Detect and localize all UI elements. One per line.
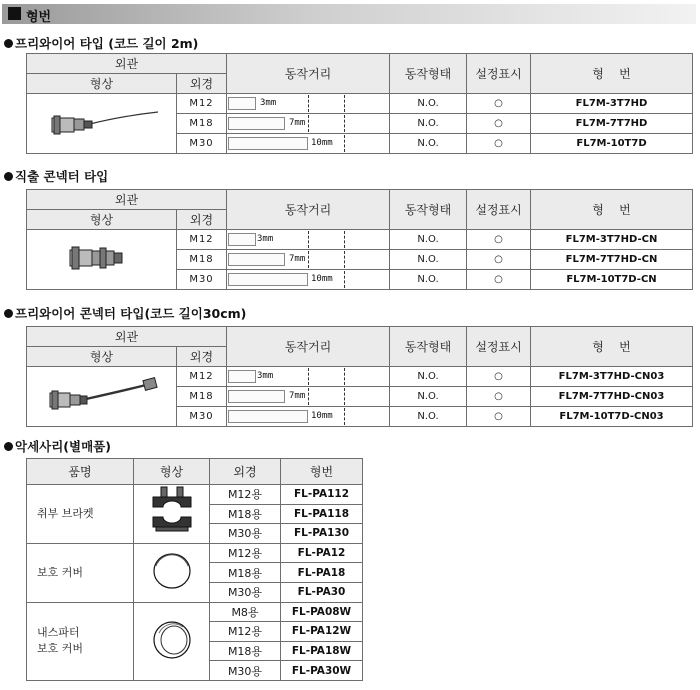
section-title-text: 악세사리(별매품) (15, 439, 111, 454)
acc-dia-cell: M30용 (210, 661, 281, 681)
distance-cell (227, 270, 390, 290)
header-appearance: 외관 (27, 54, 227, 74)
distance-bar (228, 137, 308, 150)
indicator-cell: ○ (467, 134, 531, 154)
section-title-accessories (4, 437, 111, 455)
indicator-cell: ○ (467, 270, 531, 290)
size-cell: M12 (177, 230, 227, 250)
size-cell: M30 (177, 134, 227, 154)
section-title-prewire (4, 34, 198, 52)
guide-line (344, 231, 345, 248)
spec-table-prewire (26, 53, 693, 154)
header-distance: 동작거리 (227, 54, 390, 94)
acc-model-cell: FL-PA30 (281, 582, 363, 602)
header-distance: 동작거리 (227, 190, 390, 230)
mode-cell: N.O. (390, 387, 467, 407)
distance-cell (227, 407, 390, 427)
distance-label: 3mm (257, 371, 274, 381)
spatter-cover-icon (147, 613, 197, 667)
sensor-image-prewire (27, 94, 177, 154)
header-model: 형 번 (531, 54, 693, 94)
bullet-icon (4, 309, 13, 318)
acc-model-cell: FL-PA18 (281, 563, 363, 583)
accessories-table (26, 458, 363, 681)
header-op-mode: 동작형태 (390, 327, 467, 367)
distance-cell (227, 94, 390, 114)
model-cell: FL7M-7T7HD-CN (531, 250, 693, 270)
header-shape: 형상 (27, 74, 177, 94)
distance-label: 10mm (311, 411, 333, 421)
prewire-connector-sensor-icon (42, 373, 162, 417)
section-title-text: 프리와이어 콘넥터 타입(코드 길이30cm) (15, 306, 247, 321)
size-cell: M30 (177, 270, 227, 290)
distance-bar (228, 370, 256, 383)
acc-model-cell: FL-PA12 (281, 543, 363, 563)
mode-cell: N.O. (390, 134, 467, 154)
mode-cell: N.O. (390, 250, 467, 270)
indicator-cell: ○ (467, 250, 531, 270)
model-cell: FL7M-7T7HD-CN03 (531, 387, 693, 407)
distance-cell (227, 250, 390, 270)
distance-bar (228, 390, 285, 403)
acc-model-cell: FL-PA18W (281, 641, 363, 661)
distance-bar (228, 117, 285, 130)
model-cell: FL7M-3T7HD-CN (531, 230, 693, 250)
acc-header-model: 형번 (281, 459, 363, 485)
model-cell: FL7M-10T7D-CN03 (531, 407, 693, 427)
distance-cell (227, 134, 390, 154)
acc-image-spatter-cover (134, 602, 210, 680)
acc-model-cell: FL-PA08W (281, 602, 363, 622)
acc-name-cover: 보호 커버 (27, 543, 134, 602)
indicator-cell: ○ (467, 387, 531, 407)
header-indicator: 설정표시 (467, 327, 531, 367)
size-cell: M12 (177, 94, 227, 114)
page-header-bar (2, 4, 696, 24)
header-shape: 형상 (27, 210, 177, 230)
guide-line (308, 251, 309, 268)
spec-table-connector (26, 189, 693, 290)
acc-dia-cell: M8용 (210, 602, 281, 622)
distance-bar (228, 97, 256, 110)
connector-sensor-icon (62, 236, 142, 280)
distance-bar (228, 410, 308, 423)
guide-line (344, 388, 345, 405)
spec-table-prewire-connector (26, 326, 693, 427)
distance-cell (227, 114, 390, 134)
model-cell: FL7M-3T7HD (531, 94, 693, 114)
bullet-icon (4, 39, 13, 48)
size-cell: M30 (177, 407, 227, 427)
acc-model-cell: FL-PA12W (281, 622, 363, 642)
header-square-icon (8, 7, 21, 20)
header-appearance: 외관 (27, 327, 227, 347)
guide-line (308, 368, 309, 385)
acc-dia-cell: M30용 (210, 524, 281, 544)
model-cell: FL7M-10T7D-CN (531, 270, 693, 290)
distance-bar (228, 253, 285, 266)
protective-cover-icon (147, 546, 197, 596)
guide-line (344, 368, 345, 385)
size-cell: M18 (177, 387, 227, 407)
acc-name-bracket: 취부 브라켓 (27, 485, 134, 544)
acc-name-line: 내스파터 (37, 626, 80, 640)
page-title: 형번 (26, 10, 52, 25)
indicator-cell: ○ (467, 230, 531, 250)
model-cell: FL7M-7T7HD (531, 114, 693, 134)
indicator-cell: ○ (467, 94, 531, 114)
header-shape: 형상 (27, 347, 177, 367)
distance-label: 10mm (311, 138, 333, 148)
acc-dia-cell: M30용 (210, 582, 281, 602)
header-appearance: 외관 (27, 190, 227, 210)
acc-image-cover (134, 543, 210, 602)
guide-line (344, 251, 345, 268)
guide-line (344, 115, 345, 132)
distance-label: 7mm (289, 391, 306, 401)
bullet-icon (4, 442, 13, 451)
section-title-connector (4, 167, 108, 185)
distance-cell (227, 367, 390, 387)
distance-label: 7mm (289, 118, 306, 128)
guide-line (344, 408, 345, 425)
distance-label: 3mm (257, 234, 274, 244)
guide-line (308, 95, 309, 112)
distance-label: 3mm (260, 98, 277, 108)
mode-cell: N.O. (390, 94, 467, 114)
guide-line (308, 115, 309, 132)
acc-dia-cell: M12용 (210, 622, 281, 642)
section-title-text: 직출 콘넥터 타입 (15, 169, 109, 184)
distance-label: 7mm (289, 254, 306, 264)
guide-line (344, 95, 345, 112)
section-title-text: 프리와이어 타입 (코드 길이 2m) (15, 36, 199, 51)
distance-cell (227, 387, 390, 407)
header-model: 형 번 (531, 190, 693, 230)
distance-cell (227, 230, 390, 250)
header-distance: 동작거리 (227, 327, 390, 367)
guide-line (344, 135, 345, 152)
model-cell: FL7M-10T7D (531, 134, 693, 154)
header-outer-dia: 외경 (177, 74, 227, 94)
acc-model-cell: FL-PA30W (281, 661, 363, 681)
distance-bar (228, 233, 256, 246)
section-title-prewire-connector (4, 304, 246, 322)
guide-line (344, 271, 345, 288)
guide-line (308, 388, 309, 405)
acc-name-spatter-cover (27, 602, 134, 680)
indicator-cell: ○ (467, 114, 531, 134)
model-cell: FL7M-3T7HD-CN03 (531, 367, 693, 387)
acc-model-cell: FL-PA130 (281, 524, 363, 544)
sensor-image-connector (27, 230, 177, 290)
acc-header-name: 품명 (27, 459, 134, 485)
header-op-mode: 동작형태 (390, 190, 467, 230)
mode-cell: N.O. (390, 230, 467, 250)
acc-header-dia: 외경 (210, 459, 281, 485)
mode-cell: N.O. (390, 114, 467, 134)
acc-model-cell: FL-PA112 (281, 485, 363, 505)
header-indicator: 설정표시 (467, 54, 531, 94)
size-cell: M18 (177, 250, 227, 270)
acc-dia-cell: M18용 (210, 563, 281, 583)
bullet-icon (4, 172, 13, 181)
header-outer-dia: 외경 (177, 210, 227, 230)
header-model: 형 번 (531, 327, 693, 367)
size-cell: M12 (177, 367, 227, 387)
header-indicator: 설정표시 (467, 190, 531, 230)
mode-cell: N.O. (390, 407, 467, 427)
distance-label: 10mm (311, 274, 333, 284)
header-outer-dia: 외경 (177, 347, 227, 367)
header-op-mode: 동작형태 (390, 54, 467, 94)
distance-bar (228, 273, 308, 286)
indicator-cell: ○ (467, 367, 531, 387)
acc-dia-cell: M12용 (210, 543, 281, 563)
acc-dia-cell: M18용 (210, 504, 281, 524)
acc-header-shape: 형상 (134, 459, 210, 485)
indicator-cell: ○ (467, 407, 531, 427)
acc-image-bracket (134, 485, 210, 544)
acc-model-cell: FL-PA118 (281, 504, 363, 524)
mode-cell: N.O. (390, 270, 467, 290)
prewire-sensor-icon (42, 102, 162, 142)
size-cell: M18 (177, 114, 227, 134)
acc-dia-cell: M18용 (210, 641, 281, 661)
guide-line (308, 231, 309, 248)
acc-name-line: 보호 커버 (37, 642, 84, 656)
bracket-icon (147, 485, 197, 539)
sensor-image-prewire-connector (27, 367, 177, 427)
acc-dia-cell: M12용 (210, 485, 281, 505)
mode-cell: N.O. (390, 367, 467, 387)
